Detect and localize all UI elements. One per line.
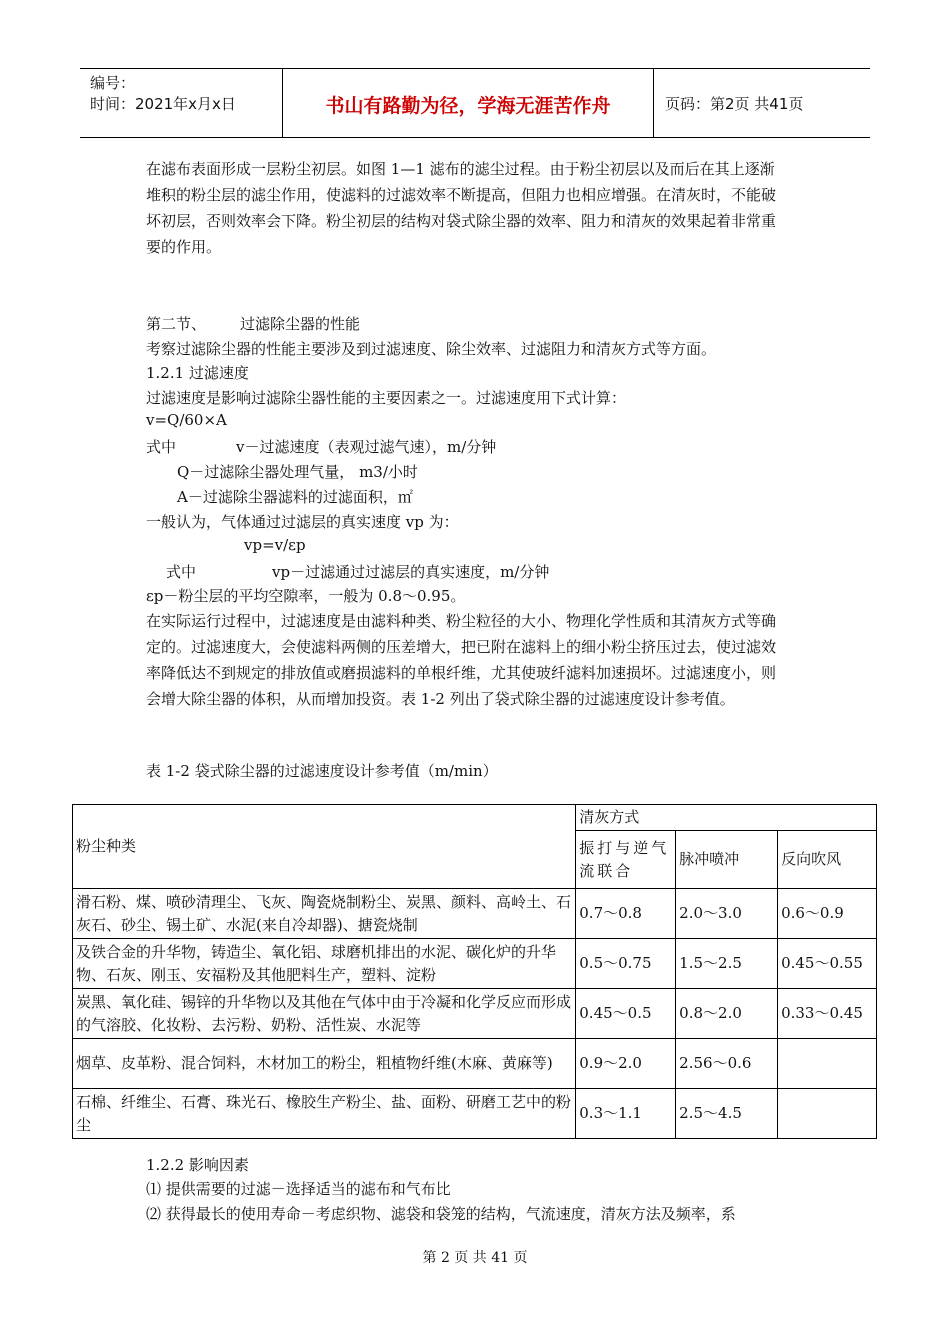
header-time-label: 时间：2021年x月x日 [90, 95, 236, 113]
table-header-row [73, 805, 877, 831]
cell-dust: 烟草、皮革粉、混合饲料，木材加工的粉尘，粗植物纤维(木麻、黄麻等) [73, 1039, 576, 1089]
table-row [73, 1089, 877, 1139]
cell-dust: 滑石粉、煤、喷砂清理尘、飞灰、陶瓷烧制粉尘、炭黑、颜料、高岭土、石灰石、砂尘、锡土矿、水泥(来自冷却器)、搪瓷烧制 [73, 889, 576, 939]
cell-shake: 0.7～0.8 [576, 889, 676, 939]
cell-dust: 及铁合金的升华物，铸造尘、氧化铝、球磨机排出的水泥、碳化炉的升华物、石灰、刚玉、安福粉及其他肥料生产，塑料、淀粉 [73, 939, 576, 989]
cell-pulse: 2.0～3.0 [676, 889, 778, 939]
sub-heading-filter-speed: 1.2.1 过滤速度 [146, 364, 249, 382]
header-shake-reverse: 振打与逆气流联合 [576, 831, 676, 889]
sub-heading-factors: 1.2.2 影响因素 [146, 1156, 249, 1174]
header-cleaning-method: 清灰方式 [576, 805, 877, 831]
cell-reverse [778, 1089, 877, 1139]
section-heading [146, 313, 360, 334]
section-title: 过滤除尘器的性能 [240, 315, 361, 333]
where-a: A－过滤除尘器滤料的过滤面积，㎡ [177, 488, 413, 506]
page-footer: 第 2 页 共 41 页 [422, 1250, 528, 1266]
header-page-info: 页码：第2页 共41页 [665, 95, 804, 113]
formula-velocity: v=Q/60×A [146, 411, 227, 429]
header-number-label: 编号： [90, 74, 136, 92]
true-speed-intro: 一般认为，气体通过过滤层的真实速度 vp 为： [146, 513, 459, 531]
factor-2: ⑵ 获得最长的使用寿命－考虑织物、滤袋和袋笼的结构，气流速度，清灰方法及频率，系 [146, 1205, 736, 1223]
cell-pulse: 1.5～2.5 [676, 939, 778, 989]
header-pulse-jet: 脉冲喷冲 [676, 831, 778, 889]
where-q: Q－过滤除尘器处理气量， m3/小时 [177, 463, 418, 481]
table-row [73, 1039, 877, 1089]
table-caption: 表 1-2 袋式除尘器的过滤速度设计参考值（m/min） [146, 762, 498, 780]
cell-reverse: 0.6～0.9 [778, 889, 877, 939]
where-label: 式中 [166, 563, 197, 581]
cell-reverse [778, 1039, 877, 1089]
factor-1: ⑴ 提供需要的过滤－选择适当的滤布和气布比 [146, 1180, 451, 1198]
section-number: 第二节、 [146, 315, 207, 333]
page-header [80, 68, 870, 138]
header-motto: 书山有路勤为径，学海无涯苦作舟 [325, 95, 611, 117]
cell-pulse: 2.56～0.6 [676, 1039, 778, 1089]
table-row [73, 939, 877, 989]
cell-shake: 0.9～2.0 [576, 1039, 676, 1089]
where-label: 式中 [146, 438, 177, 456]
speed-intro: 过滤速度是影响过滤除尘器性能的主要因素之一。过滤速度用下式计算： [146, 389, 627, 407]
cell-pulse: 0.8～2.0 [676, 989, 778, 1039]
cell-reverse: 0.33～0.45 [778, 989, 877, 1039]
where-v: v－过滤速度（表观过滤气速），m/分钟 [236, 438, 497, 456]
formula-true-velocity: vp=v/εp [244, 536, 306, 554]
table-row [73, 889, 877, 939]
cell-shake: 0.3～1.1 [576, 1089, 676, 1139]
filter-speed-table [72, 804, 877, 1139]
cell-dust: 炭黑、氧化硅、锡锌的升华物以及其他在气体中由于冷凝和化学反应而形成的气溶胶、化妆粉、去污粉、奶粉、活性炭、水泥等 [73, 989, 576, 1039]
header-meta [90, 73, 236, 115]
cell-dust: 石棉、纤维尘、石膏、珠光石、橡胶生产粉尘、盐、面粉、研磨工艺中的粉尘 [73, 1089, 576, 1139]
where-ep: εp－粉尘层的平均空隙率，一般为 0.8～0.95。 [146, 587, 466, 605]
intro-paragraph: 在滤布表面形成一层粉尘初层。如图 1—1 滤布的滤尘过程。由于粉尘初层以及而后在其上逐渐堆积的粉尘层的滤尘作用，使滤料的过滤效率不断提高，但阻力也相应增强。在清灰时，不能破坏初层，否则效率会下降。粉尘初层的结构对袋式除尘器的效率、阻力和清灰的效果起着非常重要的作用。 [146, 160, 777, 256]
practice-paragraph: 在实际运行过程中，过滤速度是由滤料种类、粉尘粒径的大小、物理化学性质和其清灰方式等确定的。过滤速度大，会使滤料两侧的压差增大，把已附在滤料上的细小粉尘挤压过去，使过滤效率降低达不到规定的排放值或磨损滤料的单根纤维，尤其使玻纤滤料加速损坏。过滤速度小，则会增大除尘器的体积，从而增加投资。表 1-2 列出了袋式除尘器的过滤速度设计参考值。 [146, 612, 777, 708]
header-divider [653, 69, 654, 137]
cell-shake: 0.5～0.75 [576, 939, 676, 989]
header-reverse-air: 反向吹风 [778, 831, 877, 889]
header-dust-type: 粉尘种类 [73, 805, 576, 889]
cell-pulse: 2.5～4.5 [676, 1089, 778, 1139]
cell-shake: 0.45～0.5 [576, 989, 676, 1039]
where-vp: vp－过滤通过过滤层的真实速度，m/分钟 [272, 563, 550, 581]
section-intro: 考察过滤除尘器的性能主要涉及到过滤速度、除尘效率、过滤阻力和清灰方式等方面。 [146, 340, 717, 358]
table-row [73, 989, 877, 1039]
cell-reverse: 0.45～0.55 [778, 939, 877, 989]
